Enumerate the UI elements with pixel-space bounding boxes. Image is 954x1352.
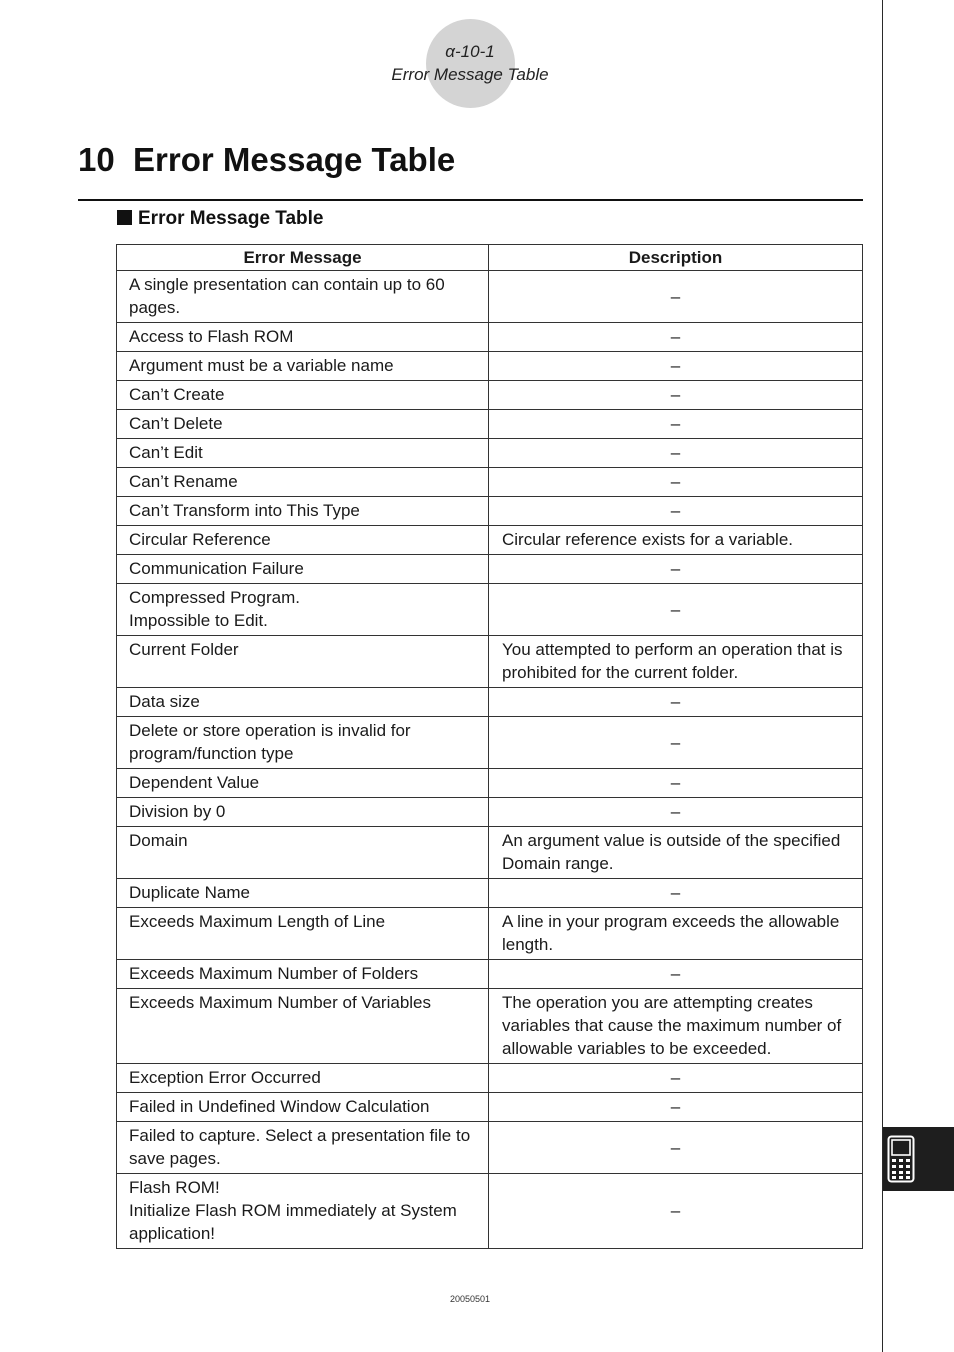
section-heading [117, 208, 324, 230]
description-cell: – [489, 798, 863, 827]
table-row [117, 555, 863, 584]
description-cell: – [489, 879, 863, 908]
table-row [117, 439, 863, 468]
description-cell: – [489, 271, 863, 323]
table-row [117, 960, 863, 989]
table-row [117, 908, 863, 960]
error-message-cell: A single presentation can contain up to 60 pages. [117, 271, 489, 323]
error-message-cell: Domain [117, 827, 489, 879]
error-message-cell: Dependent Value [117, 769, 489, 798]
error-message-cell: Data size [117, 688, 489, 717]
chapter-title [78, 141, 455, 179]
error-message-cell: Argument must be a variable name [117, 352, 489, 381]
description-cell: – [489, 497, 863, 526]
description-cell: – [489, 769, 863, 798]
page-section-name: Error Message Table [391, 65, 549, 84]
description-cell: You attempted to perform an operation that is prohibited for the current folder. [489, 636, 863, 688]
table-row [117, 798, 863, 827]
table-row [117, 1064, 863, 1093]
error-message-cell: Exceeds Maximum Number of Folders [117, 960, 489, 989]
table-row [117, 1174, 863, 1249]
description-cell: – [489, 323, 863, 352]
description-cell: – [489, 468, 863, 497]
error-message-cell: Can’t Delete [117, 410, 489, 439]
table-row [117, 526, 863, 555]
table-row [117, 352, 863, 381]
table-row [117, 717, 863, 769]
error-message-cell: Can’t Create [117, 381, 489, 410]
description-cell: The operation you are attempting creates variables that cause the maximum number of allowable variables to be exceeded. [489, 989, 863, 1064]
description-cell: – [489, 960, 863, 989]
description-cell: – [489, 1122, 863, 1174]
description-cell: – [489, 584, 863, 636]
error-message-table [116, 244, 863, 1249]
description-cell: An argument value is outside of the specified Domain range. [489, 827, 863, 879]
error-message-cell: Communication Failure [117, 555, 489, 584]
error-message-cell: Exceeds Maximum Number of Variables [117, 989, 489, 1064]
description-cell: – [489, 410, 863, 439]
section-heading-text: Error Message Table [138, 208, 324, 229]
error-message-cell: Flash ROM! Initialize Flash ROM immediately at System application! [117, 1174, 489, 1249]
description-cell: – [489, 439, 863, 468]
table-row [117, 636, 863, 688]
error-message-cell: Can’t Rename [117, 468, 489, 497]
table-row [117, 468, 863, 497]
table-row [117, 827, 863, 879]
error-message-cell: Exception Error Occurred [117, 1064, 489, 1093]
error-message-cell: Can’t Edit [117, 439, 489, 468]
error-message-cell: Exceeds Maximum Length of Line [117, 908, 489, 960]
error-message-cell: Delete or store operation is invalid for program/function type [117, 717, 489, 769]
calculator-icon [887, 1135, 915, 1183]
chapter-title-text: 10 Error Message Table [78, 141, 456, 178]
error-message-cell: Failed in Undefined Window Calculation [117, 1093, 489, 1122]
description-cell: A line in your program exceeds the allowable length. [489, 908, 863, 960]
table-row [117, 271, 863, 323]
page-number-badge [426, 19, 515, 108]
footer-code: 20050501 [449, 1294, 491, 1304]
error-message-cell: Circular Reference [117, 526, 489, 555]
column-header-description: Description [489, 245, 863, 271]
table-row [117, 410, 863, 439]
description-cell: – [489, 688, 863, 717]
description-cell: – [489, 555, 863, 584]
column-header-error-message: Error Message [117, 245, 489, 271]
description-cell: – [489, 352, 863, 381]
table-row [117, 323, 863, 352]
error-message-cell: Access to Flash ROM [117, 323, 489, 352]
error-message-cell: Can’t Transform into This Type [117, 497, 489, 526]
table-row [117, 688, 863, 717]
table-row [117, 1093, 863, 1122]
description-cell: – [489, 717, 863, 769]
description-cell: – [489, 1064, 863, 1093]
table-row [117, 879, 863, 908]
table-header-row [117, 245, 863, 271]
table-row [117, 1122, 863, 1174]
table-row [117, 584, 863, 636]
square-bullet-icon [117, 210, 132, 225]
description-cell: Circular reference exists for a variable. [489, 526, 863, 555]
title-rule [78, 199, 863, 201]
table-body [117, 271, 863, 1249]
page-number: α-10-1 [445, 42, 495, 61]
description-cell: – [489, 381, 863, 410]
table-row [117, 497, 863, 526]
table-row [117, 769, 863, 798]
table-row [117, 989, 863, 1064]
description-cell: – [489, 1174, 863, 1249]
error-message-cell: Current Folder [117, 636, 489, 688]
chapter-side-tab [883, 1127, 954, 1191]
error-message-cell: Duplicate Name [117, 879, 489, 908]
error-message-cell: Division by 0 [117, 798, 489, 827]
table-row [117, 381, 863, 410]
error-message-cell: Failed to capture. Select a presentation file to save pages. [117, 1122, 489, 1174]
error-message-cell: Compressed Program. Impossible to Edit. [117, 584, 489, 636]
description-cell: – [489, 1093, 863, 1122]
